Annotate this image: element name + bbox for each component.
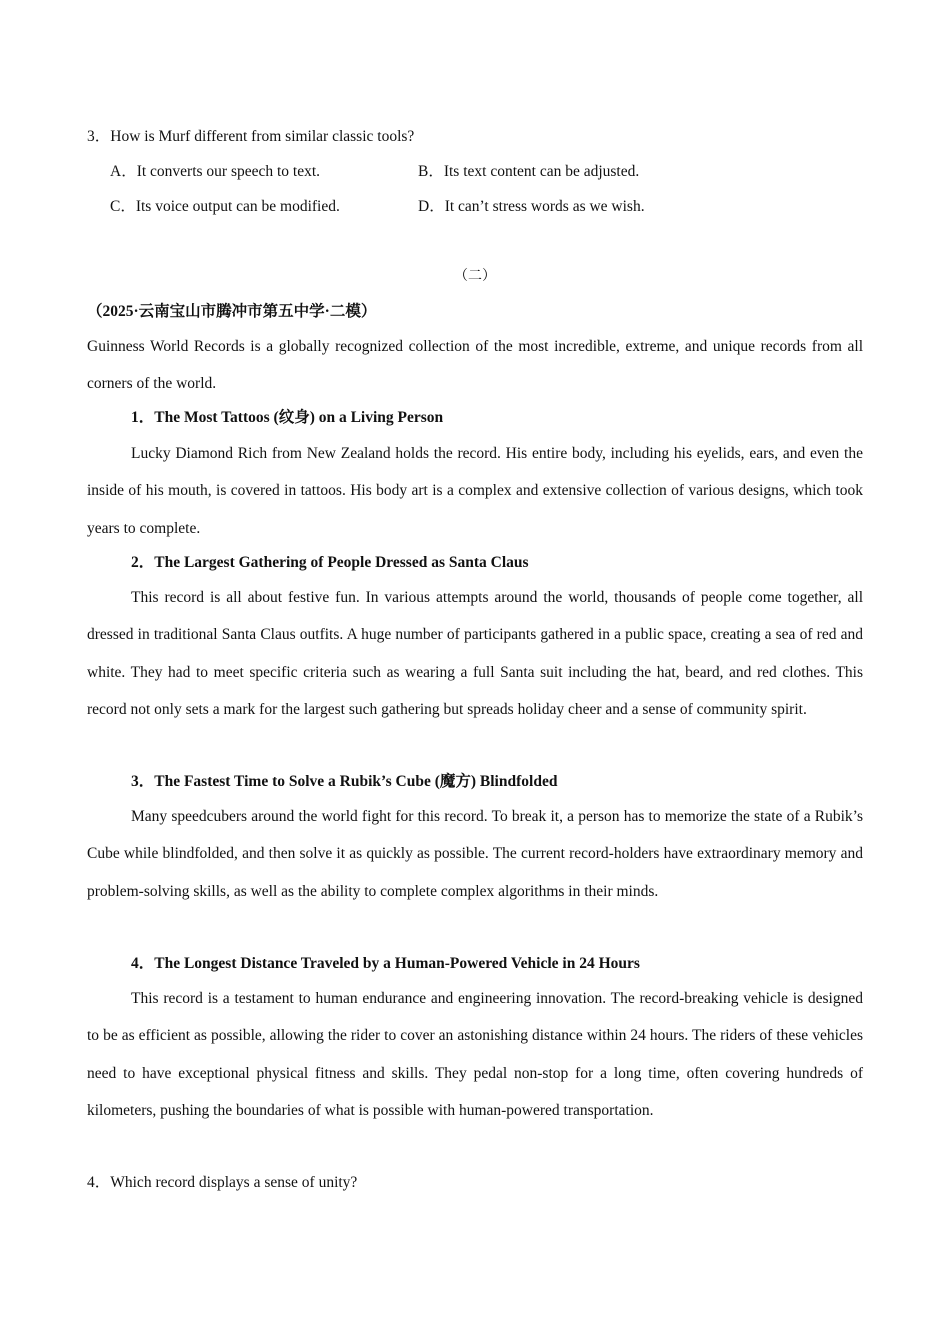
record-1-heading: 1．The Most Tattoos (纹身) on a Living Person	[131, 409, 444, 426]
record-1-body: Lucky Diamond Rich from New Zealand holds the record. His entire body, including his eyelids, ears, and even the inside of his mouth, is covered in tattoos. His body art is a complex and extensive collection of various designs, which took years to complete.	[87, 445, 863, 537]
section-number: （二）	[454, 269, 496, 284]
record-2-body: This record is all about festive fun. In various attempts around the world, thousands of people come together, all dressed in traditional Santa Claus outfits. A huge number of participants gathered in a public space, creating a sea of red and white. They had to meet specific criteria such as wearing a full Santa suit including the hat, beard, and red clothes. This record not only sets a mark for the largest such gathering but spreads holiday cheer and a sense of community spirit.	[87, 589, 863, 718]
record-4-heading: 4．The Longest Distance Traveled by a Human-Powered Vehicle in 24 Hours	[131, 955, 640, 972]
option-a: A．It converts our speech to text.	[110, 163, 321, 180]
section-source: （2025·云南宝山市腾冲市第五中学·二模）	[87, 303, 377, 320]
question-3: 3．How is Murf different from similar classic tools?	[87, 128, 415, 145]
option-c: C．Its voice output can be modified.	[110, 198, 340, 215]
option-d: D．It can’t stress words as we wish.	[418, 198, 645, 215]
record-3-body: Many speedcubers around the world fight for this record. To break it, a person has to memorize the state of a Rubik’s Cube while blindfolded, and then solve it as quickly as possible. The current record-holders have extraordinary memory and problem-solving skills, as well as the ability to complete complex algorithms in their minds.	[87, 808, 863, 900]
question-4: 4．Which record displays a sense of unity?	[87, 1174, 358, 1191]
intro-paragraph: Guinness World Records is a globally recognized collection of the most incredible, extreme, and unique records from all corners of the world.	[87, 338, 863, 393]
record-4-body: This record is a testament to human endurance and engineering innovation. The record-breaking vehicle is designed to be as efficient as possible, allowing the rider to cover an astonishing distance within 24 hours. The riders of these vehicles need to have exceptional physical fitness and skills. They pedal non-stop for a long time, often covering hundreds of kilometers, pushing the boundaries of what is possible with human-powered transportation.	[87, 990, 863, 1119]
record-2-heading: 2．The Largest Gathering of People Dressed as Santa Claus	[131, 554, 529, 571]
option-b: B．Its text content can be adjusted.	[418, 163, 640, 180]
record-3-heading: 3．The Fastest Time to Solve a Rubik’s Cube (魔方) Blindfolded	[131, 773, 558, 790]
